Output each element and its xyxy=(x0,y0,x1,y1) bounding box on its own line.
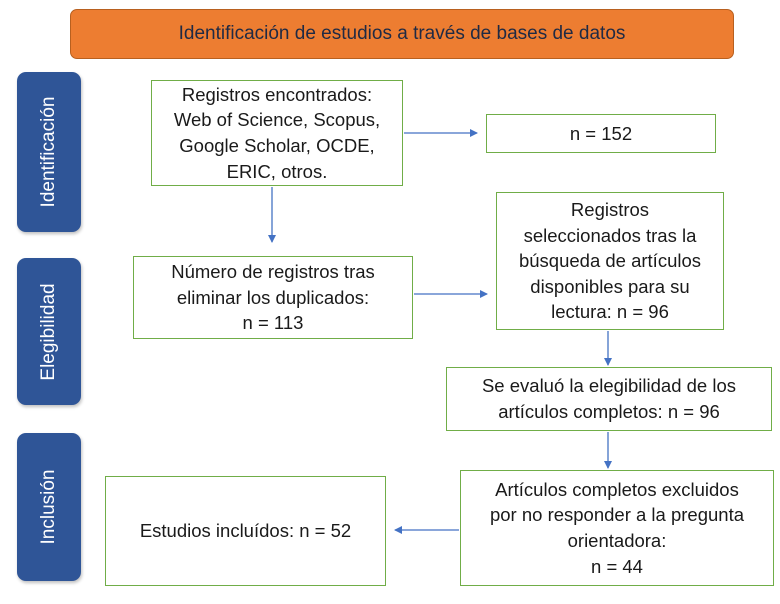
selected-available-text: Registros seleccionados tras la búsqueda de artículos disponibles para su lectura: n = 96 xyxy=(518,199,702,323)
stage-label-eligibility: Elegibilidad xyxy=(38,282,59,381)
records-found-text: Registros encontrados: Web of Science, Scopus, Google Scholar, OCDE, ERIC, otros. xyxy=(173,83,381,182)
included-text: Estudios incluídos: n = 52 xyxy=(139,520,352,542)
stage-label-inclusion: Inclusión xyxy=(38,469,59,545)
n-found-text: n = 152 xyxy=(569,122,633,144)
after-duplicates-text: Número de registros tras eliminar los duplicados: n = 113 xyxy=(171,261,375,334)
excluded-full-text: Artículos completos excluidos por no responder a la pregunta orientadora: n = 44 xyxy=(489,478,745,577)
title-text: Identificación de estudios a través de bases de datos xyxy=(178,23,626,44)
eligibility-full-text: Se evaluó la elegibilidad de los artículos completos: n = 96 xyxy=(481,375,737,422)
stage-label-identification: Identificación xyxy=(38,96,59,208)
